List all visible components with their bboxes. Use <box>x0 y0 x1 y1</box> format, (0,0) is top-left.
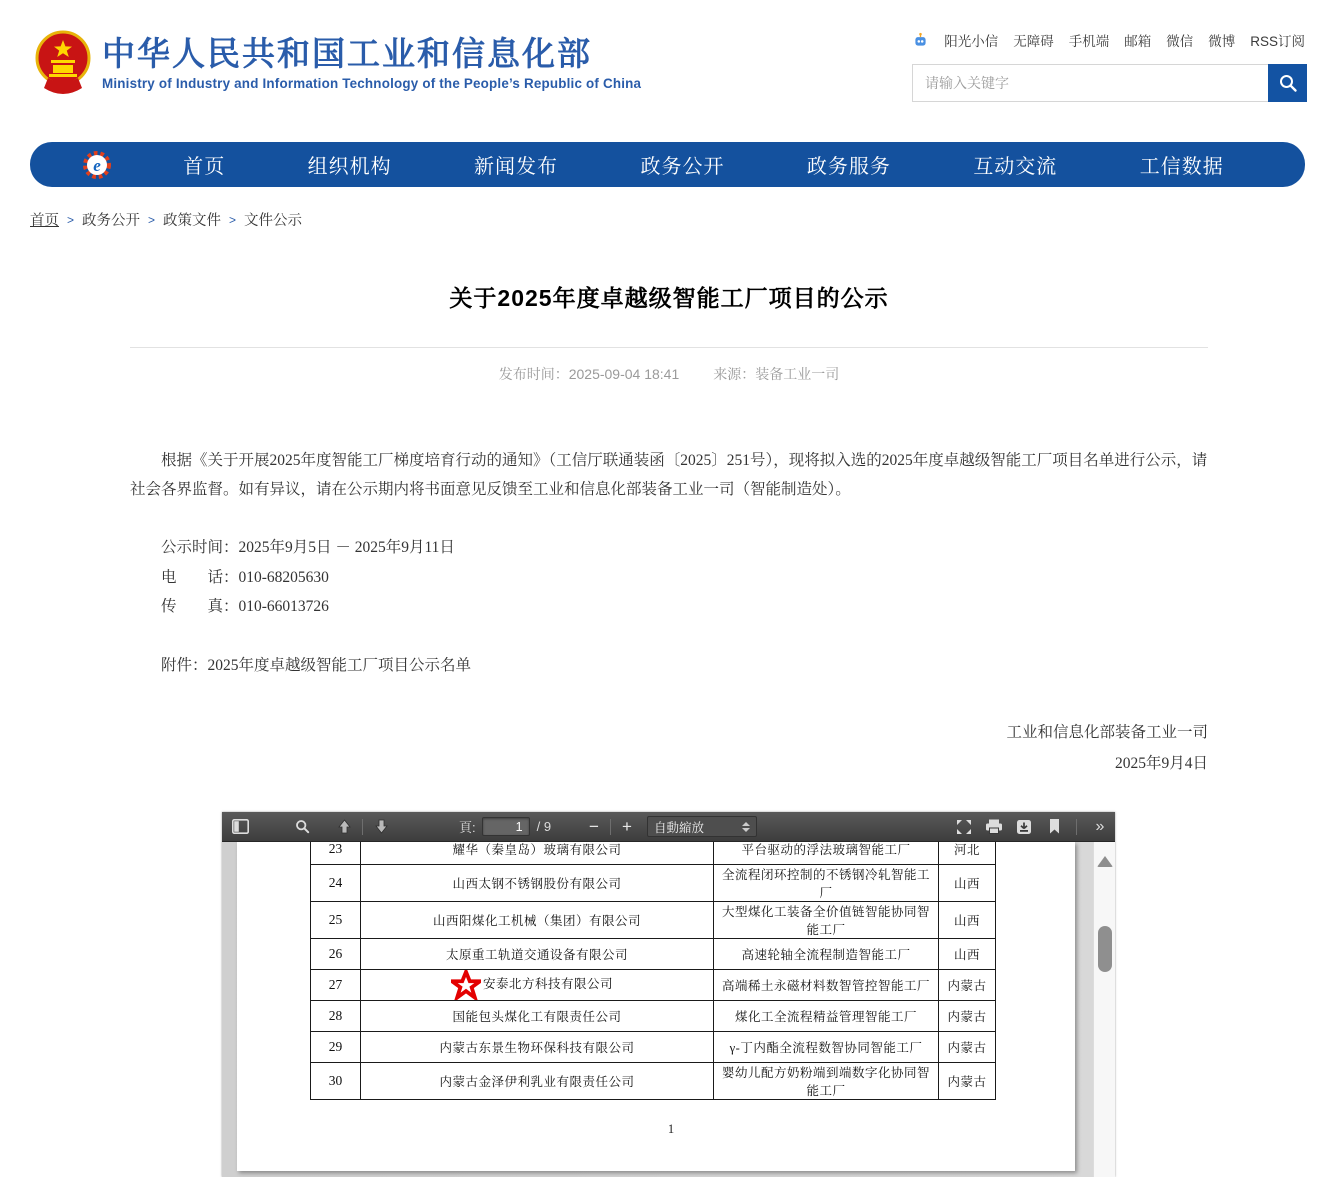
cell-row-number: 24 <box>311 865 361 902</box>
nav-item-interaction[interactable]: 互动交流 <box>973 156 1058 178</box>
page-number-input[interactable] <box>482 817 530 836</box>
zoom-mode-value: 自動縮放 <box>654 820 705 835</box>
presentation-mode-button[interactable] <box>952 815 976 839</box>
cell-province: 内蒙古 <box>939 1032 996 1063</box>
signature-date: 2025年9月4日 <box>1114 754 1208 772</box>
search-input[interactable] <box>912 64 1268 102</box>
select-updown-icon <box>742 822 750 832</box>
print-button[interactable] <box>982 815 1006 839</box>
cell-project: 大型煤化工装备全价值链智能协同智能工厂 <box>714 902 939 939</box>
cell-row-number: 28 <box>311 1001 361 1032</box>
download-icon <box>1016 819 1032 835</box>
cell-province: 山西 <box>939 865 996 902</box>
paragraph-main: 根据《关于开展2025年度智能工厂梯度培育行动的通知》（工信厅联通装函〔2025〕251号），现将拟入选的2025年度卓越级智能工厂项目名单进行公示，请社会各界监督。如有异议，请在公示期内将书面意见反馈至工业和信息化部装备工业一司（智能制造处）。 <box>130 452 1208 498</box>
bookmark-button[interactable] <box>1042 815 1066 839</box>
breadcrumb-doc-publicity[interactable]: 文件公示 <box>244 213 303 229</box>
search-icon <box>1278 73 1298 93</box>
cell-province: 山西 <box>939 902 996 939</box>
top-link-weibo[interactable]: 微博 <box>1208 34 1236 49</box>
nav-item-organization[interactable]: 组织机构 <box>307 156 392 178</box>
page-total: / 9 <box>536 819 552 834</box>
nav-item-home[interactable]: 首页 <box>183 156 226 178</box>
cell-row-number: 25 <box>311 902 361 939</box>
cell-company: 太原重工轨道交通设备有限公司 <box>361 939 714 970</box>
table-row <box>311 902 996 939</box>
scrollbar-up-arrow[interactable] <box>1097 856 1113 867</box>
info-lines <box>130 533 1208 622</box>
pdf-find-button[interactable] <box>290 815 314 839</box>
signature-department: 工业和信息化部装备工业一司 <box>1006 723 1208 741</box>
top-utility-links <box>912 30 1305 50</box>
pdf-page-footer-number: 1 <box>667 1122 675 1136</box>
pdf-scrollbar[interactable] <box>1093 842 1115 1177</box>
site-title-en: Ministry of Industry and Information Technology of the People’s Republic of China <box>102 76 642 91</box>
table-row <box>311 1001 996 1032</box>
cell-province: 河北 <box>939 842 996 865</box>
publicity-period-line: 公示时间：2025年9月5日 － 2025年9月11日 <box>161 539 455 556</box>
cell-project: 高端稀土永磁材料数智管控智能工厂 <box>714 970 939 1001</box>
cell-row-number: 30 <box>311 1063 361 1100</box>
zoom-out-label: − <box>589 817 599 836</box>
article-body <box>130 446 1208 779</box>
attachment-label: 附件： <box>161 656 208 674</box>
search-button[interactable] <box>1268 64 1307 102</box>
bookmark-icon <box>1049 819 1060 834</box>
zoom-mode-select[interactable] <box>647 816 757 837</box>
page-up-icon <box>337 819 352 834</box>
source-label: 来源： <box>713 366 756 382</box>
top-link-mail[interactable]: 邮箱 <box>1124 34 1152 49</box>
cell-row-number: 27 <box>311 970 361 1001</box>
attachment-line <box>130 651 1208 680</box>
download-button[interactable] <box>1012 815 1036 839</box>
table-row <box>311 1063 996 1100</box>
cell-company: 山西阳煤化工机械（集团）有限公司 <box>361 902 714 939</box>
red-star-annotation-icon <box>451 970 481 1000</box>
cell-row-number: 29 <box>311 1032 361 1063</box>
zoom-in-button[interactable] <box>615 815 639 839</box>
cell-province: 山西 <box>939 939 996 970</box>
zoom-out-button[interactable] <box>582 815 606 839</box>
main-nav <box>30 142 1305 187</box>
breadcrumb-gov-disclosure[interactable]: 政务公开 <box>82 213 141 229</box>
table-row <box>311 865 996 902</box>
cell-province: 内蒙古 <box>939 970 996 1001</box>
cell-company: 内蒙古金泽伊利乳业有限责任公司 <box>361 1063 714 1100</box>
article-meta <box>130 364 1208 384</box>
cell-province: 内蒙古 <box>939 1001 996 1032</box>
page-title: 关于2025年度卓越级智能工厂项目的公示 <box>449 285 889 311</box>
article <box>130 280 1208 779</box>
nav-item-gov-disclosure[interactable]: 政务公开 <box>640 156 725 178</box>
title-divider <box>130 347 1208 348</box>
national-emblem-logo <box>34 28 92 96</box>
top-link-sunshine[interactable]: 阳光小信 <box>944 34 999 49</box>
table-row <box>311 970 996 1001</box>
pdf-page <box>237 842 1075 1171</box>
table-row <box>311 842 996 865</box>
cell-company: 山西太钢不锈钢股份有限公司 <box>361 865 714 902</box>
cell-project: 平台驱动的浮法玻璃智能工厂 <box>714 842 939 865</box>
top-link-rss[interactable]: RSS订阅 <box>1250 34 1305 49</box>
attachment-link[interactable]: 2025年度卓越级智能工厂项目公示名单 <box>207 656 472 674</box>
scrollbar-thumb[interactable] <box>1098 926 1112 972</box>
pdf-search-icon <box>295 819 310 834</box>
fax-line: 传 真：010-66013726 <box>161 598 329 615</box>
table-row <box>311 1032 996 1063</box>
more-tools-label: » <box>1095 817 1103 835</box>
breadcrumb-separator: > <box>67 212 75 227</box>
cell-company: 国能包头煤化工有限责任公司 <box>361 1001 714 1032</box>
nav-item-gov-services[interactable]: 政务服务 <box>806 156 891 178</box>
cell-company: 耀华（秦皇岛）玻璃有限公司 <box>361 842 714 865</box>
more-tools-button[interactable] <box>1087 815 1111 839</box>
cell-project: 高速轮轴全流程制造智能工厂 <box>714 939 939 970</box>
breadcrumb <box>30 209 302 230</box>
signature-block <box>130 717 1208 779</box>
cell-row-number: 23 <box>311 842 361 865</box>
pdf-toolbar <box>222 812 1115 842</box>
top-link-wechat[interactable]: 微信 <box>1166 34 1194 49</box>
breadcrumb-home[interactable]: 首页 <box>30 213 59 229</box>
cell-project: 煤化工全流程精益管理智能工厂 <box>714 1001 939 1032</box>
smart-factory-table <box>310 842 996 1100</box>
nav-item-data[interactable]: 工信数据 <box>1139 156 1224 178</box>
source-value: 装备工业一司 <box>755 366 840 382</box>
breadcrumb-policy-docs[interactable]: 政策文件 <box>163 213 222 229</box>
page-up-button[interactable] <box>332 815 356 839</box>
fullscreen-icon <box>956 819 972 835</box>
page-down-icon <box>374 819 389 834</box>
zoom-in-label: + <box>622 817 632 836</box>
top-link-mobile[interactable]: 手机端 <box>1068 34 1110 49</box>
page-label: 頁: <box>459 820 476 835</box>
nav-item-news[interactable]: 新闻发布 <box>474 156 559 178</box>
breadcrumb-separator: > <box>148 212 156 227</box>
phone-line: 电 话：010-68205630 <box>161 568 329 586</box>
site-title-zh: 中华人民共和国工业和信息化部 <box>102 35 592 72</box>
print-icon <box>985 819 1003 834</box>
cell-company: 安泰北方科技有限公司 <box>361 970 714 1001</box>
cell-project: 全流程闭环控制的不锈钢冷轧智能工厂 <box>714 865 939 902</box>
pdf-viewer <box>222 812 1115 1177</box>
cell-row-number: 26 <box>311 939 361 970</box>
cell-province: 内蒙古 <box>939 1063 996 1100</box>
top-link-accessibility[interactable]: 无障碍 <box>1013 34 1054 49</box>
pdf-canvas-area <box>222 842 1115 1177</box>
cell-project: γ-丁内酯全流程数智协同智能工厂 <box>714 1032 939 1063</box>
sidebar-toggle-icon <box>232 819 249 834</box>
site-title <box>102 36 641 91</box>
miit-gear-logo-icon <box>82 150 112 180</box>
table-row <box>311 939 996 970</box>
nav-items <box>112 150 1305 179</box>
breadcrumb-separator: > <box>229 212 237 227</box>
assistant-robot-icon <box>912 32 929 49</box>
cell-project: 婴幼儿配方奶粉端到端数字化协同智能工厂 <box>714 1063 939 1100</box>
publish-time-label: 发布时间： <box>498 366 569 382</box>
cell-company: 内蒙古东景生物环保科技有限公司 <box>361 1032 714 1063</box>
sidebar-toggle-button[interactable] <box>228 815 252 839</box>
site-search <box>912 64 1307 102</box>
svg-text:e: e <box>93 155 101 175</box>
page-down-button[interactable] <box>369 815 393 839</box>
publish-time-value: 2025-09-04 18:41 <box>568 366 680 382</box>
